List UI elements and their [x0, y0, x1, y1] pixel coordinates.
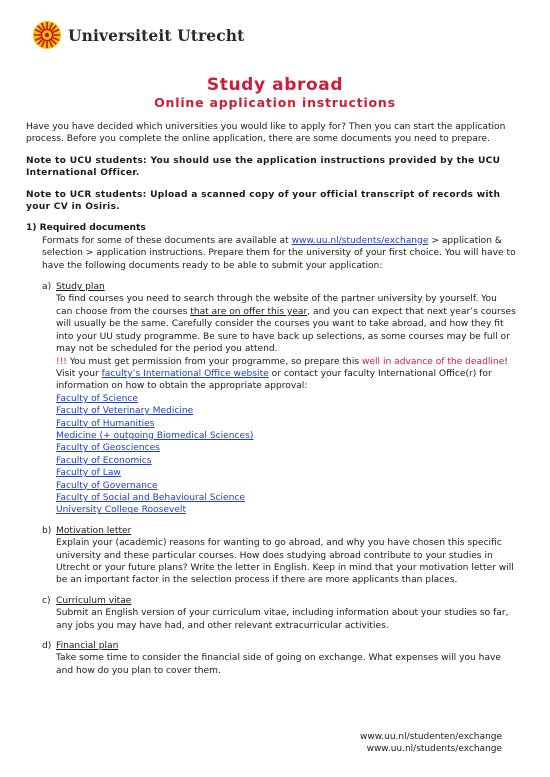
item-header [42, 640, 516, 652]
item-heading: Motivation letter [56, 525, 132, 536]
item-header [42, 525, 516, 537]
item-letter: a) [42, 282, 52, 293]
text-fragment: , and you can expect that next year’s courses will usually be the same. Carefully consider the courses you want to take abroad, and how they fit into your UU study programme. Be sure to have back up selections, as some courses may be full or may not be scheduled for the period you attend. [56, 306, 516, 355]
item-body [56, 293, 516, 516]
underlined-text: that are on offer this year [190, 306, 308, 317]
faculty-link-economics[interactable]: Faculty of Economics [56, 455, 152, 466]
deadline-warning: well in advance of the deadline [361, 356, 505, 367]
item-curriculum-vitae [42, 595, 516, 632]
footer-link-english[interactable]: www.uu.nl/students/exchange [366, 744, 502, 754]
sun-emblem-icon [32, 20, 62, 50]
item-body: Explain your (academic) reasons for wanting to go abroad, and why you have chosen this specific university and these particular courses. How does studying abroad contribute to your studies in Utrecht or your future plans? Write the letter in English. Keep in mind that your motivation letter will be an important factor in the selection process if there are more applicants than places. [56, 538, 514, 586]
section-heading [26, 222, 516, 234]
item-heading: Financial plan [56, 641, 119, 652]
footer-link-dutch[interactable]: www.uu.nl/studenten/exchange [360, 732, 502, 742]
faculty-link-governance[interactable]: Faculty of Governance [56, 480, 158, 491]
logo-text: Universiteit Utrecht [68, 25, 245, 45]
item-body: Submit an English version of your curriculum vitae, including information about your studies so far, any jobs you may have had, and other relevant extracurricular activities. [56, 608, 509, 631]
warning-marks: !!! [56, 356, 67, 367]
item-heading: Curriculum vitae [56, 595, 132, 606]
text-fragment: ! Visit your [56, 356, 508, 379]
note-ucr: Note to UCR students: Upload a scanned copy of your official transcript of records with your CV in Osiris. [26, 189, 501, 213]
faculty-link-geosciences[interactable]: Faculty of Geosciences [56, 443, 160, 454]
item-financial-plan [42, 640, 516, 677]
item-letter: d) [42, 641, 52, 652]
section-intro [42, 235, 516, 272]
faculty-link-science[interactable]: Faculty of Science [56, 393, 139, 404]
faculty-link-social-sciences[interactable]: Faculty of Social and Behavioural Science [56, 492, 245, 503]
item-motivation-letter [42, 525, 516, 587]
section-number: 1) [26, 223, 37, 234]
faculty-office-link[interactable]: faculty’s International Office website [101, 368, 269, 379]
faculty-link-law[interactable]: Faculty of Law [56, 468, 121, 479]
faculty-link-medicine[interactable]: Medicine (+ outgoing Biomedical Sciences) [56, 430, 254, 441]
text-fragment: or contact your faculty International Office(r) for information on how to obtain the appropriate approval: [56, 368, 492, 392]
warning-text [56, 356, 516, 393]
intro-paragraph: Have you have decided which universities you would like to apply for? Then you can start the application process. Before you complete the online application, there are some documents you need to prepare. [26, 122, 506, 145]
study-plan-text [56, 293, 516, 355]
page-title: Study abroad [206, 75, 344, 95]
exchange-link[interactable]: www.uu.nl/students/exchange [291, 235, 429, 246]
document-body [26, 121, 516, 685]
section-text-before: Formats for some of these documents are available at [42, 235, 292, 246]
university-logo [32, 20, 244, 50]
note-ucu: Note to UCU students: You should use the application instructions provided by the UCU International Officer. [26, 155, 501, 179]
item-heading: Study plan [56, 282, 105, 293]
section-required-documents [26, 222, 516, 677]
item-letter: b) [42, 525, 52, 536]
footer [360, 731, 502, 755]
text-fragment: To find courses you need to search through the website of the partner university by yourself. You can choose from the courses [56, 294, 497, 317]
section-text-after: > application & selection > application instructions. Prepare them for the university of your first choice. You will have to have the following documents ready to be able to submit your application: [42, 235, 516, 271]
faculty-link-veterinary[interactable]: Faculty of Veterinary Medicine [56, 406, 194, 417]
faculty-link-ucr[interactable]: University College Roosevelt [56, 505, 187, 516]
item-body: Take some time to consider the financial side of going on exchange. What expenses will you have and how do you plan to cover them. [56, 653, 501, 676]
section-title: Required documents [39, 223, 146, 234]
page-subtitle: Online application instructions [154, 95, 396, 110]
text-fragment: You must get permission from your programme, so prepare this [66, 356, 362, 367]
faculty-link-humanities[interactable]: Faculty of Humanities [56, 418, 155, 429]
item-header [42, 281, 516, 293]
faculty-list [56, 393, 516, 517]
item-letter: c) [42, 595, 51, 606]
item-header [42, 595, 516, 607]
item-study-plan [42, 281, 516, 517]
